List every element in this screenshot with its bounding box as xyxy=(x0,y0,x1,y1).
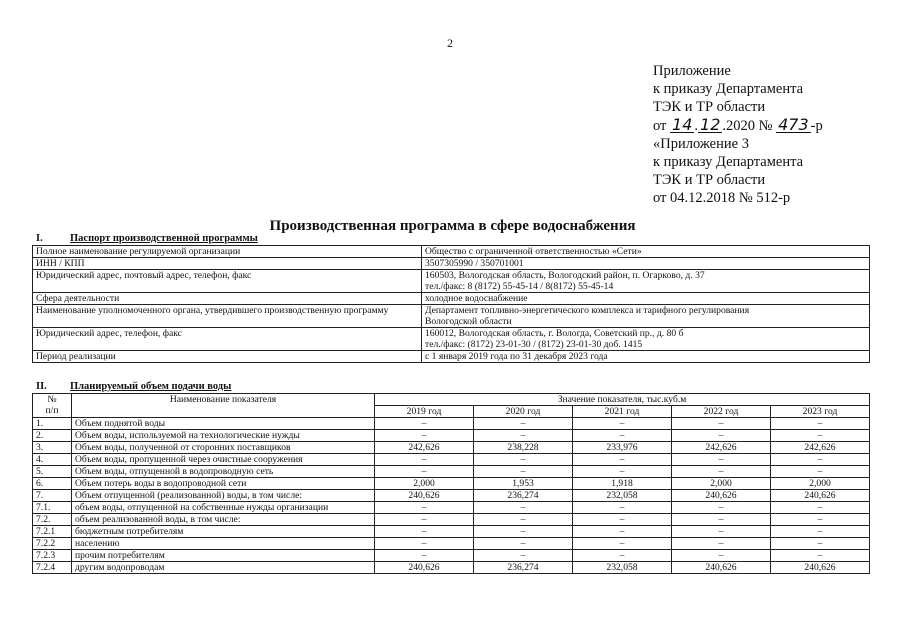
row-number: 7.2.3 xyxy=(33,550,72,562)
year-header: 2019 год xyxy=(375,406,474,418)
passport-table xyxy=(32,245,870,363)
row-value: – xyxy=(573,538,672,550)
passport-value-line: Вологодской области xyxy=(425,316,512,327)
row-value: 2,000 xyxy=(771,478,870,490)
passport-value-line: с 1 января 2019 года по 31 декабря 2023 года xyxy=(425,351,608,362)
row-value: 232,058 xyxy=(573,562,672,574)
row-value: 242,626 xyxy=(375,442,474,454)
row-value: – xyxy=(771,502,870,514)
row-name: Объем отпущенной (реализованной) воды, в том числе: xyxy=(72,490,375,502)
passport-value xyxy=(422,246,870,258)
row-value: 2,000 xyxy=(375,478,474,490)
row-value: – xyxy=(672,550,771,562)
passport-value xyxy=(422,270,870,293)
row-value: – xyxy=(375,538,474,550)
row-value: – xyxy=(771,454,870,466)
row-number: 2. xyxy=(33,430,72,442)
year-header: 2023 год xyxy=(771,406,870,418)
passport-value xyxy=(422,258,870,270)
passport-row xyxy=(33,305,870,328)
year-header: 2020 год xyxy=(474,406,573,418)
row-value: – xyxy=(573,466,672,478)
row-value: – xyxy=(672,430,771,442)
row-value: – xyxy=(474,466,573,478)
row-value: – xyxy=(474,418,573,430)
row-value: – xyxy=(474,514,573,526)
table-row xyxy=(33,442,870,454)
row-value: – xyxy=(672,514,771,526)
water-supply-table xyxy=(32,393,870,574)
header-name: Наименование показателя xyxy=(72,394,375,418)
row-value: – xyxy=(375,466,474,478)
row-name: объем реализованной воды, в том числе: xyxy=(72,514,375,526)
passport-label: Период реализации xyxy=(33,351,422,363)
appendix-line: ТЭК и ТР области xyxy=(653,172,766,189)
passport-row xyxy=(33,328,870,351)
row-name: Объем воды, пропущенной через очистные сооружения xyxy=(72,454,375,466)
date-year: .2020 № xyxy=(722,117,773,134)
handwritten-month: 12 xyxy=(700,114,721,134)
row-value: – xyxy=(771,418,870,430)
section-number: I. xyxy=(36,233,43,244)
table-row xyxy=(33,526,870,538)
row-value: – xyxy=(672,526,771,538)
header-number xyxy=(33,394,72,418)
appendix-line: ТЭК и ТР области xyxy=(653,99,766,116)
table-row xyxy=(33,418,870,430)
row-value: – xyxy=(771,538,870,550)
row-value: 2,000 xyxy=(672,478,771,490)
row-value: – xyxy=(573,550,672,562)
row-number: 7.2.2 xyxy=(33,538,72,550)
row-value: 240,626 xyxy=(375,490,474,502)
section-label: Паспорт производственной программы xyxy=(70,233,258,244)
row-value: – xyxy=(672,454,771,466)
row-value: – xyxy=(573,526,672,538)
row-value: – xyxy=(375,550,474,562)
row-name: Объем воды, используемой на технологические нужды xyxy=(72,430,375,442)
table-row xyxy=(33,550,870,562)
row-value: 240,626 xyxy=(375,562,474,574)
row-value: – xyxy=(771,550,870,562)
row-name: Объем воды, отпущенной в водопроводную сеть xyxy=(72,466,375,478)
row-name: Объем поднятой воды xyxy=(72,418,375,430)
row-value: – xyxy=(771,466,870,478)
passport-row xyxy=(33,293,870,305)
row-value: 236,274 xyxy=(474,490,573,502)
row-value: – xyxy=(474,538,573,550)
passport-value-line: Общество с ограниченной ответственностью «Сети» xyxy=(425,246,642,257)
passport-label: Юридический адрес, телефон, факс xyxy=(33,328,422,351)
section-number: II. xyxy=(36,381,47,392)
table-row xyxy=(33,478,870,490)
appendix-header xyxy=(653,62,823,208)
passport-label: Наименование уполномоченного органа, утвердившего производственную программу xyxy=(33,305,422,328)
date-separator: . xyxy=(694,117,699,134)
row-value: – xyxy=(573,418,672,430)
table-row xyxy=(33,490,870,502)
row-number: 5. xyxy=(33,466,72,478)
row-value: 240,626 xyxy=(672,562,771,574)
appendix-line: «Приложение 3 xyxy=(653,135,749,152)
row-name: объем воды, отпущенной на собственные нужды организации xyxy=(72,502,375,514)
appendix-line: к приказу Департамента xyxy=(653,81,804,98)
passport-label: Юридический адрес, почтовый адрес, телефон, факс xyxy=(33,270,422,293)
row-value: 240,626 xyxy=(771,562,870,574)
header-value: Значение показателя, тыс.куб.м xyxy=(375,394,870,406)
row-value: – xyxy=(474,526,573,538)
row-value: 240,626 xyxy=(672,490,771,502)
passport-value-line: тел./факс: (8172) 23-01-30 / (8172) 23-01-30 доб. 1415 xyxy=(425,339,643,350)
table-row xyxy=(33,514,870,526)
row-name: бюджетным потребителям xyxy=(72,526,375,538)
passport-row xyxy=(33,246,870,258)
row-value: – xyxy=(672,466,771,478)
order-suffix: -р xyxy=(810,117,823,134)
row-value: 233,976 xyxy=(573,442,672,454)
passport-value xyxy=(422,293,870,305)
header-number-line2: п/п xyxy=(45,405,59,416)
row-value: – xyxy=(375,526,474,538)
row-name: населению xyxy=(72,538,375,550)
row-value: – xyxy=(672,418,771,430)
row-number: 1. xyxy=(33,418,72,430)
handwritten-number: 473 xyxy=(778,114,809,134)
passport-value-line: тел./факс: 8 (8172) 55-45-14 / 8(8172) 55-45-14 xyxy=(425,281,614,292)
row-number: 7.2.1 xyxy=(33,526,72,538)
row-name: прочим потребителям xyxy=(72,550,375,562)
table-row xyxy=(33,466,870,478)
row-value: – xyxy=(474,550,573,562)
row-value: 232,058 xyxy=(573,490,672,502)
appendix-line: Приложение xyxy=(653,63,731,79)
row-value: – xyxy=(474,502,573,514)
row-value: – xyxy=(375,502,474,514)
passport-value-line: Департамент топливно-энергетического комплекса и тарифного регулирования xyxy=(425,305,750,316)
row-value: – xyxy=(573,502,672,514)
passport-value-line: 3507305990 / 350701001 xyxy=(425,258,524,269)
passport-row xyxy=(33,258,870,270)
row-value: 240,626 xyxy=(771,490,870,502)
table-row xyxy=(33,502,870,514)
document-title: Производственная программа в сфере водоснабжения xyxy=(269,218,636,234)
passport-value xyxy=(422,328,870,351)
row-value: 242,626 xyxy=(672,442,771,454)
passport-value-line: 160012, Вологодская область, г. Вологда, Советский пр., д. 80 б xyxy=(425,328,684,339)
row-value: 236,274 xyxy=(474,562,573,574)
row-number: 7. xyxy=(33,490,72,502)
passport-value xyxy=(422,305,870,328)
row-value: – xyxy=(771,430,870,442)
passport-label: Сфера деятельности xyxy=(33,293,422,305)
row-value: 1,953 xyxy=(474,478,573,490)
passport-value-line: 160503, Вологодская область, Вологодский район, п. Огарково, д. 37 xyxy=(425,270,705,281)
appendix-line: к приказу Департамента xyxy=(653,154,804,171)
row-value: – xyxy=(474,430,573,442)
row-value: – xyxy=(375,418,474,430)
row-number: 7.2.4 xyxy=(33,562,72,574)
row-value: – xyxy=(375,514,474,526)
row-value: – xyxy=(573,454,672,466)
table-row xyxy=(33,538,870,550)
row-value: 238,228 xyxy=(474,442,573,454)
appendix-date-line xyxy=(653,114,823,135)
row-number: 7.1. xyxy=(33,502,72,514)
row-value: – xyxy=(771,526,870,538)
header-number-line1: № xyxy=(47,394,57,405)
row-value: – xyxy=(573,430,672,442)
year-header: 2021 год xyxy=(573,406,672,418)
table-row xyxy=(33,454,870,466)
row-value: – xyxy=(573,514,672,526)
row-number: 6. xyxy=(33,478,72,490)
row-value: – xyxy=(375,430,474,442)
row-number: 7.2. xyxy=(33,514,72,526)
passport-label: ИНН / КПП xyxy=(33,258,422,270)
passport-row xyxy=(33,351,870,363)
section-label: Планируемый объем подачи воды xyxy=(70,381,232,392)
table-row xyxy=(33,562,870,574)
appendix-line: от 04.12.2018 № 512-р xyxy=(653,190,791,207)
row-number: 3. xyxy=(33,442,72,454)
handwritten-day: 14 xyxy=(672,114,693,134)
row-name: Объем воды, полученной от сторонних поставщиков xyxy=(72,442,375,454)
row-value: – xyxy=(771,514,870,526)
page-number: 2 xyxy=(447,36,453,50)
section-1-heading xyxy=(36,233,258,244)
row-number: 4. xyxy=(33,454,72,466)
table-row xyxy=(33,430,870,442)
row-name: другим водопроводам xyxy=(72,562,375,574)
row-value: – xyxy=(474,454,573,466)
row-value: – xyxy=(672,538,771,550)
section-2-heading xyxy=(36,381,231,392)
passport-value xyxy=(422,351,870,363)
row-value: 242,626 xyxy=(771,442,870,454)
passport-row xyxy=(33,270,870,293)
row-value: – xyxy=(375,454,474,466)
year-header: 2022 год xyxy=(672,406,771,418)
appendix-date-prefix: от xyxy=(653,117,667,134)
row-value: – xyxy=(672,502,771,514)
row-name: Объем потерь воды в водопроводной сети xyxy=(72,478,375,490)
passport-value-line: холодное водоснабжение xyxy=(425,293,528,304)
passport-label: Полное наименование регулируемой организации xyxy=(33,246,422,258)
row-value: 1,918 xyxy=(573,478,672,490)
